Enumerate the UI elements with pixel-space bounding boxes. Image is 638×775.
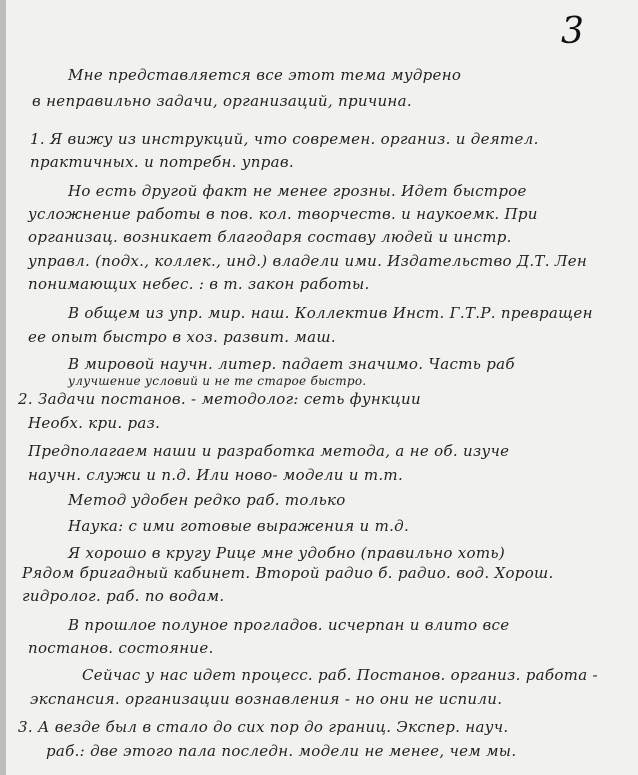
text-line: улучшение условий и не те старое быстро. <box>68 374 367 388</box>
text-line: В прошлое полуное прогладов. исчерпан и влито все <box>68 616 510 634</box>
text-line: Я хорошо в кругу Рице мне удобно (правильно хоть) <box>68 544 505 562</box>
text-line: практичных. и потребн. управ. <box>30 153 294 171</box>
text-line: раб.: две этого пала последн. модели не менее, чем мы. <box>46 742 517 760</box>
text-line: Но есть другой факт не менее грозны. Идет быстрое <box>68 182 527 200</box>
text-line: понимающих небес. : в т. закон работы. <box>28 275 370 293</box>
text-line: ее опыт быстро в хоз. развит. маш. <box>28 328 336 346</box>
text-line: Предполагаем наши и разработка метода, а не об. изуче <box>28 442 510 460</box>
text-line: научн. служи и п.д. Или ново- модели и т.т. <box>28 466 404 484</box>
text-line: Наука: с ими готовые выражения и т.д. <box>68 517 410 535</box>
text-line: 2. Задачи постанов. - методолог: сеть функции <box>18 390 421 408</box>
text-line: Метод удобен редко раб. только <box>68 491 346 509</box>
text-line: В мировой научн. литер. падает значимо. Часть раб <box>68 355 515 373</box>
text-line: Мне представляется все этот тема мудрено <box>68 66 462 84</box>
text-line: В общем из упр. мир. наш. Коллектив Инст. Г.Т.Р. превращен <box>68 304 593 322</box>
text-line: 3. А везде был в стало до сих пор до границ. Экспер. науч. <box>18 718 509 736</box>
text-line: в неправильно задачи, организаций, причина. <box>32 92 412 110</box>
text-line: гидролог. раб. по водам. <box>22 587 225 605</box>
text-line: усложнение работы в пов. кол. творчеств. и наукоемк. При <box>28 205 538 223</box>
text-line: экспансия. организации вознавления - но они не испили. <box>30 690 503 708</box>
text-line: управл. (подх., коллек., инд.) владели ими. Издательство Д.Т. Лен <box>28 252 588 270</box>
text-line: 1. Я вижу из инструкций, что современ. организ. и деятел. <box>30 130 539 148</box>
text-line: Рядом бригадный кабинет. Второй радио б. радио. вод. Хорош. <box>22 564 554 582</box>
text-line: организац. возникает благодаря составу людей и инстр. <box>28 228 512 246</box>
text-line: Сейчас у нас идет процесс. раб. Постанов. организ. работа - <box>82 666 598 684</box>
text-line: постанов. состояние. <box>28 639 214 657</box>
text-line: Необх. кри. раз. <box>28 414 161 432</box>
page-number: 3 <box>561 11 584 52</box>
